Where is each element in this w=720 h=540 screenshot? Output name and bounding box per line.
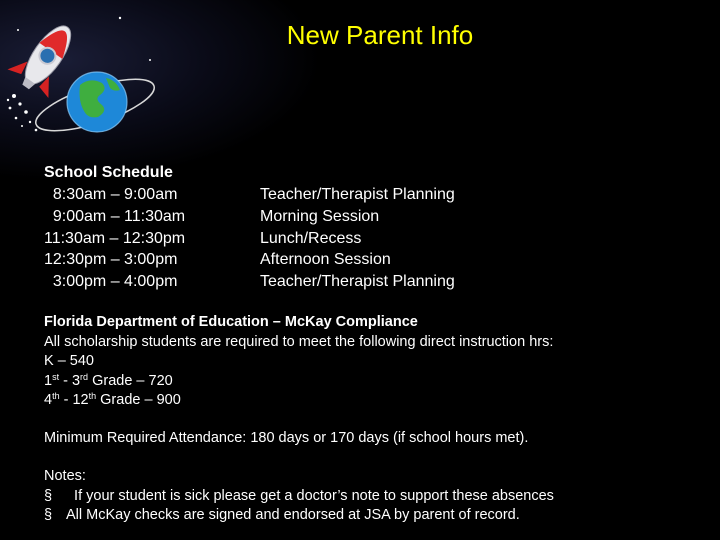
schedule-time: 8:30am – 9:00am xyxy=(44,186,178,203)
grade-hours: Grade – 720 xyxy=(88,372,173,389)
schedule-time: 9:00am – 11:30am xyxy=(44,207,186,225)
grade-number: 1 xyxy=(44,372,53,389)
notes-section xyxy=(44,467,554,526)
schedule-activity: Teacher/Therapist Planning xyxy=(260,186,455,203)
grade-range: - 3 xyxy=(59,372,81,389)
bullet-icon: § xyxy=(44,487,53,504)
kindergarten-hours: K – 540 xyxy=(44,353,94,370)
ordinal-suffix: th xyxy=(88,391,97,402)
schedule-heading: School Schedule xyxy=(44,164,173,181)
schedule-activity: Lunch/Recess xyxy=(260,229,362,247)
grades-4-12-hours xyxy=(44,391,553,411)
schedule-times xyxy=(44,184,185,293)
note-item xyxy=(44,487,554,507)
grades-1-3-hours xyxy=(44,372,553,392)
schedule-activity: Teacher/Therapist Planning xyxy=(260,273,455,291)
compliance-intro: All scholarship students are required to meet the following direct instruction hrs: xyxy=(44,333,554,350)
note-item xyxy=(44,506,554,526)
schedule-activities xyxy=(260,184,455,293)
grade-number: 4 xyxy=(44,392,53,409)
schedule-time: 12:30pm – 3:00pm xyxy=(44,251,178,269)
note-text: If your student is sick please get a doctor’s note to support these absences xyxy=(66,487,554,504)
schedule-activity: Afternoon Session xyxy=(260,251,391,269)
note-text: All McKay checks are signed and endorsed at JSA by parent of record. xyxy=(66,507,520,524)
ordinal-suffix: st xyxy=(52,371,60,382)
schedule-time: 11:30am – 12:30pm xyxy=(44,229,186,247)
bullet-icon: § xyxy=(44,507,53,524)
page-title: New Parent Info xyxy=(286,20,474,50)
grade-hours: Grade – 900 xyxy=(96,392,181,409)
compliance-heading: Florida Department of Education – McKay Compliance xyxy=(44,314,418,330)
schedule-activity: Morning Session xyxy=(260,207,380,225)
ordinal-suffix: th xyxy=(52,391,60,402)
schedule-time: 3:00pm – 4:00pm xyxy=(44,273,178,291)
school-schedule xyxy=(44,162,173,184)
mckay-compliance xyxy=(44,313,553,411)
ordinal-suffix: rd xyxy=(80,371,89,382)
minimum-attendance: Minimum Required Attendance: 180 days or 170 days (if school hours met). xyxy=(44,430,529,446)
notes-heading: Notes: xyxy=(44,468,86,484)
grade-range: - 12 xyxy=(59,392,89,409)
